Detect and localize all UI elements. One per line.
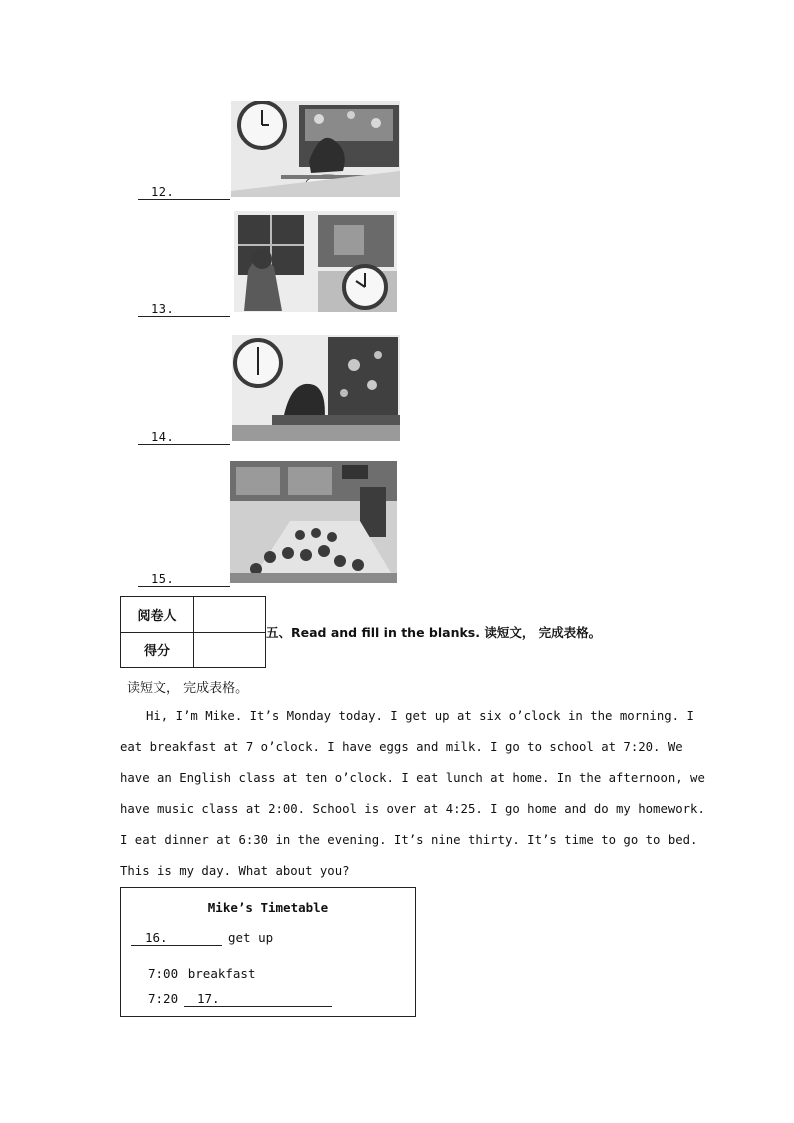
question-12-number: 12. — [151, 185, 175, 199]
question-15-answer-line[interactable] — [138, 585, 230, 587]
passage-line: have music class at 2:00. School is over at 4:25. I go home and do my homework. — [120, 802, 705, 816]
reviewer-cell[interactable] — [194, 597, 266, 633]
passage-line: Hi, I’m Mike. It’s Monday today. I get up at six o’clock in the morning. I — [146, 709, 694, 723]
passage-line: This is my day. What about you? — [120, 864, 350, 878]
passage-line: I eat dinner at 6:30 in the evening. It’s nine thirty. It’s time to go to bed. — [120, 833, 698, 847]
timetable-row-17 — [148, 991, 408, 1009]
clock-blackboard-scene-icon — [234, 211, 397, 312]
section-title: 五、Read and fill in the blanks. 读短文， 完成表格。 — [266, 625, 602, 640]
reading-passage — [120, 701, 705, 887]
passage-line: have an English class at ten o’clock. I eat lunch at home. In the afternoon, we — [120, 771, 705, 785]
score-cell[interactable] — [194, 632, 266, 668]
row-17-time: 7:20 — [148, 991, 179, 1006]
classroom-scene-icon — [230, 461, 397, 583]
timetable-title: Mike’s Timetable — [207, 900, 329, 915]
reviewer-label: 阅卷人 — [121, 597, 194, 633]
passage-line: eat breakfast at 7 o’clock. I have eggs and milk. I go to school at 7:20. We — [120, 740, 683, 754]
clock-night-sleep-scene-icon — [232, 335, 400, 441]
blank-17-label: 17. — [197, 991, 220, 1006]
blank-16-label: 16. — [145, 930, 168, 945]
clock-window-scene-icon — [231, 101, 400, 197]
timetable-box — [120, 887, 416, 1017]
question-15-number: 15. — [151, 572, 175, 586]
row-breakfast-activity: breakfast — [187, 966, 256, 981]
score-label: 得分 — [121, 632, 194, 668]
timetable-row-16 — [131, 930, 401, 948]
score-table — [120, 596, 266, 668]
timetable-row-breakfast — [148, 963, 398, 981]
question-14-number: 14. — [151, 430, 175, 444]
row-breakfast-time: 7:00 — [148, 966, 179, 981]
question-13-answer-line[interactable] — [138, 315, 230, 317]
row-16-activity: get up — [228, 930, 274, 945]
blank-16-line[interactable] — [131, 944, 222, 946]
question-12-answer-line[interactable] — [138, 198, 230, 200]
question-13-number: 13. — [151, 302, 175, 316]
section-subtitle: 读短文， 完成表格。 — [127, 681, 249, 696]
question-14-answer-line[interactable] — [138, 443, 230, 445]
blank-17-line[interactable] — [184, 1005, 332, 1007]
